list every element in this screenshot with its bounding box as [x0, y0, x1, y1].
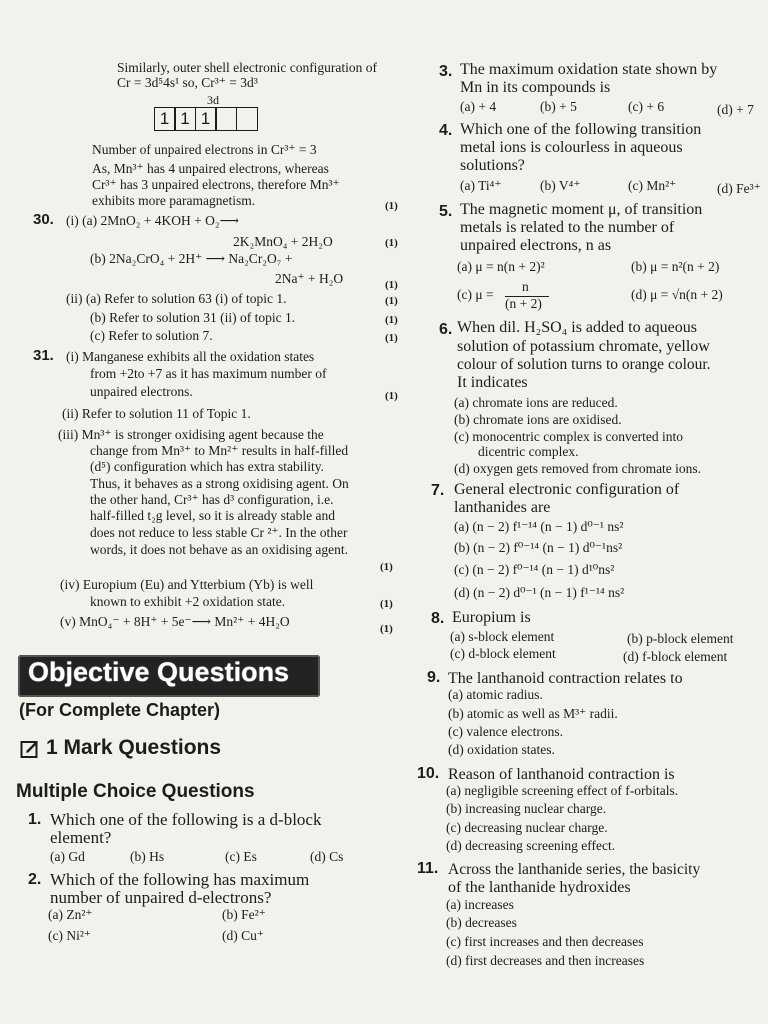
text-line: (v) MnO₄⁻ + 8H⁺ + 5e⁻⟶ Mn²⁺ + 4H₂O	[60, 614, 290, 629]
right-column	[405, 0, 768, 1024]
section-heading: 1 Mark Questions	[46, 736, 222, 759]
option: (b) chromate ions are oxidised.	[454, 412, 622, 427]
option: (b) + 5	[540, 99, 577, 114]
option: (b) decreases	[446, 915, 517, 930]
question-number: 31.	[33, 347, 54, 364]
orbital-cell	[215, 107, 237, 131]
text-line: Thus, it behaves as a strong oxidising agent. On	[90, 476, 349, 491]
question-number: 9.	[427, 669, 441, 686]
option: dicentric complex.	[478, 444, 579, 459]
option: (a) s-block element	[450, 629, 555, 644]
question-text: Which of the following has maximum	[50, 870, 310, 889]
text-line: (i) Manganese exhibits all the oxidation states	[66, 349, 315, 364]
option: (b) p-block element	[627, 631, 734, 646]
option: (c) first increases and then decreases	[446, 934, 644, 949]
text-line: (ii) (a) Refer to solution 63 (i) of topic 1.	[66, 291, 287, 306]
question-text: Which one of the following is a d-block	[50, 810, 322, 829]
option: (d) oxygen gets removed from chromate ions.	[454, 461, 702, 476]
orbital-cell	[236, 107, 258, 131]
option: (d) + 7	[717, 102, 754, 117]
option: (c) Es	[225, 849, 257, 864]
question-number: 4.	[439, 122, 453, 139]
option: (d) Cu⁺	[222, 928, 264, 943]
section-subtitle: (For Complete Chapter)	[19, 700, 221, 720]
mark: (1)	[385, 390, 398, 402]
text-line: unpaired electrons.	[90, 384, 193, 399]
question-text: solutions?	[460, 157, 525, 174]
orbital-cell: 1	[154, 107, 176, 131]
question-text: metals is related to the number of	[460, 219, 675, 236]
text-line: As, Mn³⁺ has 4 unpaired electrons, whereas	[92, 161, 329, 176]
text-line: words, it does not behave as an oxidising agent.	[90, 542, 348, 557]
orbital-cell: 1	[174, 107, 196, 131]
question-text: The maximum oxidation state shown by	[460, 61, 718, 78]
text-line: (ii) Refer to solution 11 of Topic 1.	[62, 406, 251, 421]
option: (c) valence electrons.	[448, 724, 564, 739]
question-text: It indicates	[457, 374, 528, 391]
mark: (1)	[385, 200, 398, 212]
question-text: The magnetic moment μ, of transition	[460, 201, 703, 218]
text-line: half-filled t₂g level, so it is already stable and	[90, 508, 336, 523]
question-number: 8.	[431, 610, 445, 627]
mark: (1)	[380, 623, 393, 635]
text-line: (iii) Mn³⁺ is stronger oxidising agent because the	[58, 427, 324, 442]
option: (d) μ = √n(n + 2)	[631, 287, 723, 302]
mark: (1)	[385, 314, 398, 326]
text-line: Similarly, outer shell electronic configuration of	[117, 60, 378, 75]
option: (d) f-block element	[623, 649, 728, 664]
question-text: Across the lanthanide series, the basicity	[448, 861, 701, 878]
orbital-diagram	[155, 107, 275, 131]
text-line: (iv) Europium (Eu) and Ytterbium (Yb) is well	[60, 577, 314, 592]
text-line: 2Na⁺ + H₂O	[275, 271, 344, 286]
question-number: 3.	[439, 63, 453, 80]
text-line: (b) 2Na₂CrO₄ + 2H⁺ ⟶ Na₂Cr₂O₇ +	[90, 251, 293, 266]
orbital-cell: 1	[195, 107, 217, 131]
option: (a) increases	[446, 897, 514, 912]
option: (c) + 6	[628, 99, 665, 114]
text-line: exhibits more paramagnetism.	[92, 193, 256, 208]
question-text: solution of potassium chromate, yellow	[457, 338, 710, 355]
text-line: Cr = 3d⁵4s¹ so, Cr³⁺ = 3d³	[117, 75, 258, 90]
question-text: element?	[50, 828, 112, 847]
option: (d) Fe³⁺	[717, 181, 761, 196]
question-text: of the lanthanide hydroxides	[448, 879, 631, 896]
option: (b) increasing nuclear charge.	[446, 801, 607, 816]
option: (b) V⁴⁺	[540, 178, 581, 193]
option: (d) (n − 2) d⁰⁻¹ (n − 1) f¹⁻¹⁴ ns²	[454, 585, 625, 600]
text-line: 2K₂MnO₄ + 2H₂O	[233, 234, 333, 249]
option: (c) μ =	[457, 287, 494, 302]
question-number: 6.	[439, 321, 453, 338]
question-number: 5.	[439, 203, 453, 220]
option: (c) Ni²⁺	[48, 928, 92, 943]
option: (c) Mn²⁺	[628, 178, 677, 193]
text-line: Cr³⁺ has 3 unpaired electrons, therefore Mn³⁺	[92, 177, 340, 192]
question-text: lanthanides are	[454, 499, 551, 516]
option: (d) oxidation states.	[448, 742, 555, 757]
text-line: known to exhibit +2 oxidation state.	[90, 594, 286, 609]
option: (a) Ti⁴⁺	[460, 178, 502, 193]
question-number: 11.	[417, 860, 439, 877]
option: (c) monocentric complex is converted into	[454, 429, 684, 444]
mark: (1)	[380, 598, 393, 610]
option: (a) negligible screening effect of f-orbitals.	[446, 783, 679, 798]
question-text: number of unpaired d-electrons?	[50, 888, 272, 907]
question-text: Mn in its compounds is	[460, 79, 611, 96]
text-line: from +2to +7 as it has maximum number of	[90, 366, 327, 381]
option: (c) d-block element	[450, 646, 556, 661]
option: (d) first decreases and then increases	[446, 953, 645, 968]
mark: (1)	[385, 332, 398, 344]
text-line: (i) (a) 2MnO₂ + 4KOH + O₂⟶	[66, 213, 239, 228]
option: (a) atomic radius.	[448, 687, 543, 702]
text-line: the other hand, Cr³⁺ has d³ configuration, i.e.	[90, 492, 334, 507]
mark: (1)	[385, 279, 398, 291]
option: (b) (n − 2) f⁰⁻¹⁴ (n − 1) d⁰⁻¹ns²	[454, 540, 623, 555]
subsection-heading: Multiple Choice Questions	[16, 781, 255, 802]
option: (a) Zn²⁺	[48, 907, 93, 922]
question-text: The lanthanoid contraction relates to	[448, 670, 683, 687]
option: (a) Gd	[50, 849, 85, 864]
question-number: 2.	[28, 871, 42, 888]
option: (d) Cs	[310, 849, 344, 864]
question-text: When dil. H₂SO₄ is added to aqueous	[457, 319, 698, 336]
text-line: does not reduce to less stable Cr ²⁺. In the other	[90, 525, 348, 540]
text-line: (c) Refer to solution 7.	[90, 328, 213, 343]
question-text: metal ions is colourless in aqueous	[460, 139, 683, 156]
option: (a) chromate ions are reduced.	[454, 395, 618, 410]
fraction-numerator: n	[522, 279, 529, 294]
section-banner-title: Objective Questions	[28, 657, 290, 687]
question-text: Europium is	[452, 609, 531, 626]
question-text: Which one of the following transition	[460, 121, 702, 138]
mark: (1)	[385, 295, 398, 307]
question-number: 30.	[33, 211, 54, 228]
question-text: unpaired electrons, n as	[460, 237, 612, 254]
option: (b) Fe²⁺	[222, 907, 266, 922]
option: (a) μ = n(n + 2)²	[457, 259, 545, 274]
option: (d) decreasing screening effect.	[446, 838, 616, 853]
option: (b) atomic as well as M³⁺ radii.	[448, 706, 618, 721]
question-number: 7.	[431, 482, 445, 499]
edit-icon	[20, 739, 40, 759]
question-text: General electronic configuration of	[454, 481, 680, 498]
question-text: colour of solution turns to orange colour.	[457, 356, 711, 373]
text-line: (b) Refer to solution 31 (ii) of topic 1.	[90, 310, 296, 325]
orbital-label: 3d	[207, 93, 219, 107]
text-line: (d⁵) configuration which has extra stability.	[90, 459, 325, 474]
mark: (1)	[385, 237, 398, 249]
question-number: 1.	[28, 811, 42, 828]
text-line: change from Mn³⁺ to Mn²⁺ results in half-filled	[90, 443, 349, 458]
option: (c) decreasing nuclear charge.	[446, 820, 608, 835]
text-line: Number of unpaired electrons in Cr³⁺ = 3	[92, 142, 317, 157]
question-number: 10.	[417, 765, 440, 782]
option: (a) + 4	[460, 99, 497, 114]
mark: (1)	[380, 561, 393, 573]
option: (b) μ = n²(n + 2)	[631, 259, 720, 274]
option: (b) Hs	[130, 849, 165, 864]
section-banner	[18, 655, 320, 697]
option: (c) (n − 2) f⁰⁻¹⁴ (n − 1) d¹⁰ns²	[454, 562, 615, 577]
option: (a) (n − 2) f¹⁻¹⁴ (n − 1) d⁰⁻¹ ns²	[454, 519, 624, 534]
fraction-denominator: (n + 2)	[505, 296, 542, 311]
question-text: Reason of lanthanoid contraction is	[448, 766, 675, 783]
